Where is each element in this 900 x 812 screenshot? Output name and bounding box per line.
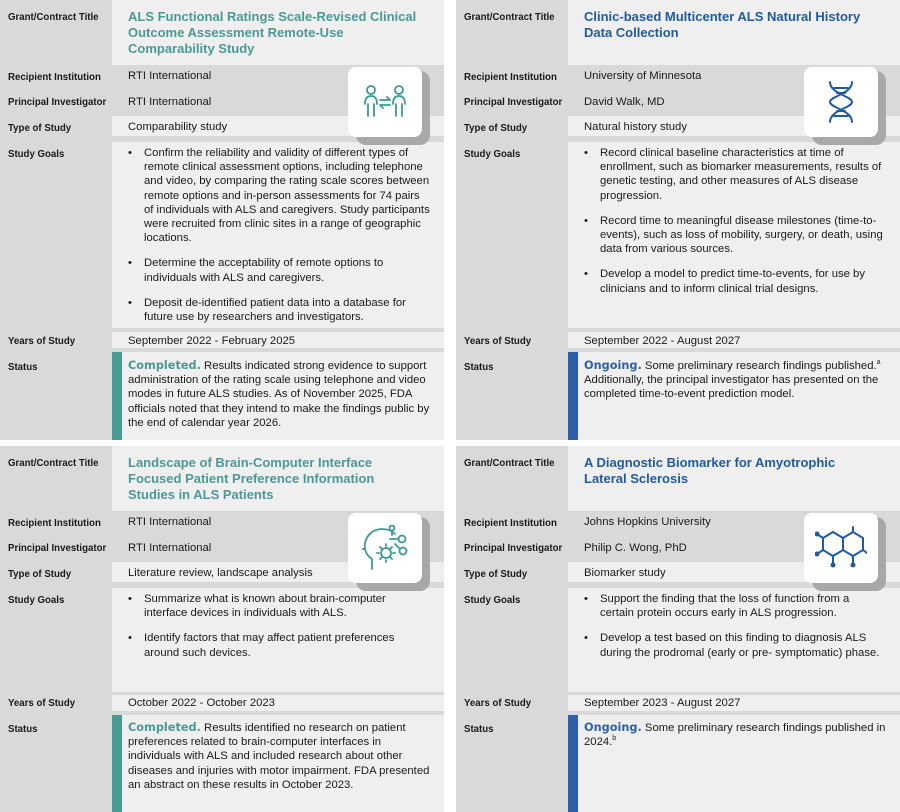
goal-item: • Determine the acceptability of remote options to individuals with ALS and caregivers.	[128, 256, 430, 284]
pi-label: Principal Investigator	[8, 96, 107, 108]
pi-value: RTI International	[128, 542, 212, 554]
grant-title: ALS Functional Ratings Scale-Revised Clinical Outcome Assessment Remote-Use Comparability Study	[128, 9, 417, 56]
years-value: September 2022 - February 2025	[128, 335, 296, 347]
status-accent-bar	[112, 352, 122, 440]
institution-value: RTI International	[128, 516, 212, 528]
brain-computer-interface-icon	[362, 525, 408, 571]
pi-label: Principal Investigator	[464, 542, 563, 554]
status-label: Status	[8, 361, 38, 373]
status-value: Ongoing. Some preliminary research findings published in 2024.$^b$	[584, 721, 886, 749]
status-badge: Ongoing.	[584, 721, 642, 734]
goals-label: Study Goals	[8, 148, 65, 160]
goals-label: Study Goals	[464, 594, 521, 606]
goals-label: Study Goals	[8, 594, 65, 606]
status-badge: Completed.	[128, 359, 201, 372]
people-exchange-icon	[363, 84, 407, 120]
goals-list	[584, 592, 886, 671]
status-accent-bar	[568, 352, 578, 440]
goals-list	[128, 592, 430, 671]
icon-tile	[804, 513, 886, 591]
years-value: October 2022 - October 2023	[128, 697, 275, 709]
goal-item: • Develop a test based on this finding to diagnosis ALS during the prodromal (early or pre- symptomatic) phase.	[584, 631, 886, 659]
icon-tile	[348, 513, 430, 591]
grant-title-label: Grant/Contract Title	[464, 11, 555, 23]
institution-label: Recipient Institution	[464, 71, 557, 83]
dna-icon	[822, 80, 860, 124]
type-label: Type of Study	[464, 568, 528, 580]
pi-label: Principal Investigator	[8, 542, 107, 554]
icon-tile	[804, 67, 886, 145]
type-label: Type of Study	[8, 568, 72, 580]
institution-value: University of Minnesota	[584, 70, 702, 82]
grant-card-als-ratings	[0, 0, 444, 440]
icon-tile	[348, 67, 430, 145]
goals-list	[128, 146, 430, 335]
status-label: Status	[8, 723, 38, 735]
institution-value: Johns Hopkins University	[584, 516, 711, 528]
status-accent-bar	[112, 715, 122, 812]
goals-label: Study Goals	[464, 148, 521, 160]
grant-title: Landscape of Brain-Computer Interface Focused Patient Preference Information Studies in ALS Patients	[128, 455, 375, 502]
pi-value: David Walk, MD	[584, 96, 665, 108]
goal-item: • Deposit de-identified patient data into a database for future use by researchers and investigators.	[128, 296, 430, 324]
institution-label: Recipient Institution	[464, 517, 557, 529]
status-value: Completed. Results indicated strong evidence to support administration of the rating scale using telephone and video modes in future ALS studies. As of November 2025, FDA officials noted that they intend to make the findings public by the end of calendar year 2026.	[128, 359, 430, 429]
grant-title-label: Grant/Contract Title	[464, 457, 555, 469]
goal-item: • Record clinical baseline characteristics at time of enrollment, such as biomarker measurements, results of genetic testing, and other measures of ALS disease progression.	[584, 146, 886, 203]
status-label: Status	[464, 723, 494, 735]
status-value: Ongoing. Some preliminary research findings published.$^a$ Additionally, the principal investigator has presented on the completed time-to-event prediction model.	[584, 359, 881, 401]
type-value: Biomarker study	[584, 567, 666, 579]
goal-item: • Record time to meaningful disease milestones (time-to-events), such as loss of mobility, surgery, or death, using data from various sources.	[584, 214, 886, 257]
status-badge: Completed.	[128, 721, 201, 734]
type-value: Natural history study	[584, 121, 687, 133]
goal-item: • Develop a model to predict time-to-events, for use by clinicians and to inform clinical trial designs.	[584, 267, 886, 295]
pi-value: Philip C. Wong, PhD	[584, 542, 687, 554]
status-label: Status	[464, 361, 494, 373]
years-value: September 2023 - August 2027	[584, 697, 741, 709]
goal-item: • Summarize what is known about brain-computer interface devices in individuals with ALS.	[128, 592, 430, 620]
grant-card-natural-history	[456, 0, 900, 440]
institution-label: Recipient Institution	[8, 517, 101, 529]
type-label: Type of Study	[464, 122, 528, 134]
pi-value: RTI International	[128, 96, 212, 108]
institution-value: RTI International	[128, 70, 212, 82]
type-value: Comparability study	[128, 121, 228, 133]
goal-item: • Identify factors that may affect patient preferences around such devices.	[128, 631, 430, 659]
goals-list	[584, 146, 886, 307]
footnote-marker: a	[876, 359, 881, 367]
grant-card-diagnostic-biomarker	[456, 446, 900, 812]
grant-title: Clinic-based Multicenter ALS Natural History Data Collection	[584, 9, 861, 40]
years-label: Years of Study	[8, 335, 76, 347]
molecule-icon	[815, 526, 867, 570]
goal-item: • Support the finding that the loss of function from a certain protein occurs early in ALS progression.	[584, 592, 886, 620]
institution-label: Recipient Institution	[8, 71, 101, 83]
pi-label: Principal Investigator	[464, 96, 563, 108]
status-badge: Ongoing.	[584, 359, 642, 372]
type-value: Literature review, landscape analysis	[128, 567, 313, 579]
grant-title-label: Grant/Contract Title	[8, 11, 99, 23]
footnote-marker: b	[612, 735, 617, 743]
grant-title: A Diagnostic Biomarker for Amyotrophic Lateral Sclerosis	[584, 455, 836, 486]
goal-item: • Confirm the reliability and validity of different types of remote clinical assessment options, including telephone and video, by comparing the rating scale scores between remote options and in-person assessments for 74 pairs of individuals with ALS and caregivers. Study participants were recruited from clinic sites in a range of geographic locations.	[128, 146, 430, 245]
years-label: Years of Study	[464, 335, 532, 347]
years-value: September 2022 - August 2027	[584, 335, 741, 347]
status-value: Completed. Results identified no research on patient preferences related to brain-computer interfaces in individuals with ALS and included research about other diseases and injuries with motor impairment. FDA presented an abstract on these results in October 2023.	[128, 721, 430, 791]
years-label: Years of Study	[8, 697, 76, 709]
grant-title-label: Grant/Contract Title	[8, 457, 99, 469]
status-accent-bar	[568, 715, 578, 812]
grant-card-bci-landscape	[0, 446, 444, 812]
years-label: Years of Study	[464, 697, 532, 709]
type-label: Type of Study	[8, 122, 72, 134]
